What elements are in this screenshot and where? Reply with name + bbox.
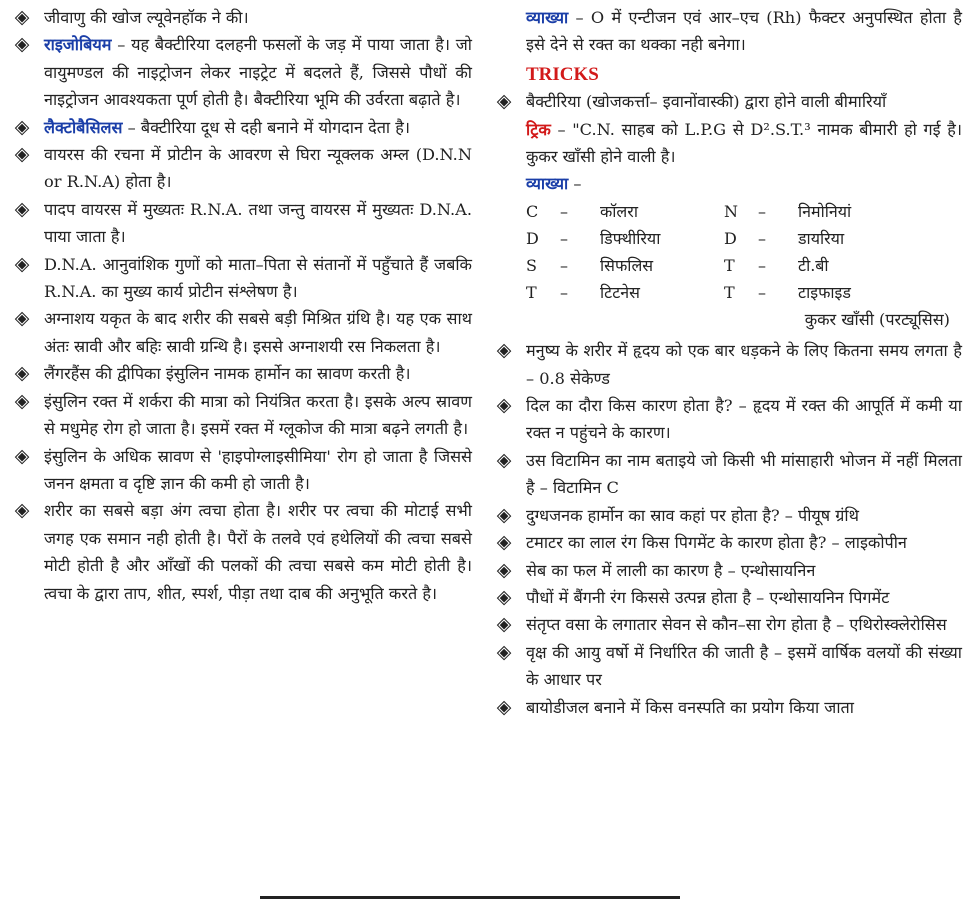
diamond-bullet-icon: ◈: [496, 558, 512, 581]
diamond-bullet-icon: ◈: [14, 197, 30, 220]
diamond-bullet-icon: ◈: [14, 115, 30, 138]
diamond-bullet-icon: ◈: [496, 448, 512, 471]
diamond-bullet-icon: ◈: [496, 503, 512, 526]
list-item: ◈ टमाटर का लाल रंग किस पिगमेंट के कारण होता है? – लाइकोपीन: [492, 529, 962, 556]
table-row: D – डिफ्थीरिया D – डायरिया: [526, 228, 845, 248]
list-item: ◈ इंसुलिन के अधिक स्रावण से 'हाइपोग्लाइसीमिया' रोग हो जाता है जिससे जनन क्षमता व दृष्टि ज्ञान की कमी हो जाती है।: [10, 443, 472, 498]
diamond-bullet-icon: ◈: [14, 362, 30, 385]
list-item: ◈ संतृप्त वसा के लगातार सेवन से कौन–सा रोग होता है – एथिरोस्क्लेरोसिस: [492, 611, 962, 638]
tricks-heading: TRICKS: [526, 63, 599, 85]
diamond-bullet-icon: ◈: [496, 339, 512, 362]
term-rhizobium: राइजोबियम: [44, 35, 112, 55]
term-lactobacillus: लैक्टोबैसिलस: [44, 117, 123, 137]
trick-label: ट्रिक: [526, 119, 551, 139]
trick-block: ट्रिक – "C.N. साहब को L.P.G से D².S.T.³ नामक बीमारी हो गई है। कुकर खाँसी होने वाली है।: [526, 119, 963, 167]
diamond-bullet-icon: ◈: [496, 640, 512, 663]
diamond-bullet-icon: ◈: [496, 90, 512, 113]
disease-table: [526, 198, 851, 306]
list-item: ◈ अग्नाशय यकृत के बाद शरीर की सबसे बड़ी मिश्रित ग्रंथि है। यह एक साथ अंतः स्रावी और बहिः स्रावी ग्रन्थि है। इससे अग्नाशयी रस निकलता है।: [10, 305, 472, 360]
diamond-bullet-icon: ◈: [496, 394, 512, 417]
diamond-bullet-icon: ◈: [14, 252, 30, 275]
diamond-bullet-icon: ◈: [14, 389, 30, 412]
table-row: T – टिटनेस T – टाइफाइड: [526, 282, 851, 302]
list-item: ◈ सेब का फल में लाली का कारण है – एन्थोसायनिन: [492, 557, 962, 584]
diamond-bullet-icon: ◈: [14, 307, 30, 330]
diamond-bullet-icon: ◈: [496, 531, 512, 554]
list-item: ◈ पौधों में बैंगनी रंग किससे उत्पन्न होता है – एन्थोसायनिन पिगमेंट: [492, 584, 962, 611]
page-bottom-rule: [260, 896, 680, 899]
diamond-bullet-icon: ◈: [496, 613, 512, 636]
list-item: ◈ वृक्ष की आयु वर्षो में निर्धारित की जाती है – इसमें वार्षिक वलयों की संख्या के आधार पर: [492, 639, 962, 694]
explanation-label: व्याख्या: [526, 8, 569, 27]
list-item: ◈ लैक्टोबैसिलस – बैक्टीरिया दूध से दही बनाने में योगदान देता है।: [10, 114, 472, 141]
list-item: ◈ राइजोबियम – यह बैक्टीरिया दलहनी फसलों के जड़ में पाया जाता है। जो वायुमण्डल की नाइट्रोजन लेकर नाइट्रेट में बदलते हैं, जिससे पौधों की नाइट्रोजन आवश्यकता पूर्ण होती है। बैक्टीरिया भूमि की उर्वरता बढ़ाते है।: [10, 31, 472, 113]
explanation-label-2: व्याख्या: [526, 174, 569, 194]
explanation-2: व्याख्या –: [526, 174, 582, 194]
list-item: ◈ शरीर का सबसे बड़ा अंग त्वचा होता है। शरीर पर त्वचा की मोटाई सभी जगह एक समान नही होती है। पैरों के तलवे एवं हथेलियों की त्वचा सबसे मोटी होती है और आँखों की पलकों की त्वचा सबसे कम मोटी होती है। त्वचा के द्वारा ताप, शीत, स्पर्श, पीड़ा तथा दाब की अनुभूति करते है।: [10, 497, 472, 607]
diamond-bullet-icon: ◈: [14, 33, 30, 56]
diamond-bullet-icon: ◈: [14, 499, 30, 522]
list-item: ◈ पादप वायरस में मुख्यतः R.N.A. तथा जन्तु वायरस में मुख्यतः D.N.A. पाया जाता है।: [10, 196, 472, 251]
list-item: ◈ इंसुलिन रक्त में शर्करा की मात्रा को नियंत्रित करता है। इसके अल्प स्रावण से मधुमेह रोग हो जाता है। इसमें रक्त में ग्लूकोज की मात्रा बढ़ने लगती है।: [10, 388, 472, 443]
diamond-bullet-icon: ◈: [14, 6, 30, 28]
right-column: [492, 4, 962, 721]
diamond-bullet-icon: ◈: [14, 143, 30, 166]
list-item: ◈ बैक्टीरिया (खोजकर्त्ता– इवानोंवास्की) द्वारा होने वाली बीमारियाँ: [492, 88, 962, 115]
table-row: S – सिफलिस T – टी.बी: [526, 255, 829, 275]
diamond-bullet-icon: ◈: [496, 585, 512, 608]
left-column: [10, 4, 472, 607]
list-item: ◈ दिल का दौरा किस कारण होता है? – हृदय में रक्त की आपूर्ति में कमी या रक्त न पहुंचने के कारण।: [492, 392, 962, 447]
list-item: ◈ मनुष्य के शरीर में हृदय को एक बार धड़कने के लिए कितना समय लगता है – 0.8 सेकेण्ड: [492, 337, 962, 392]
list-item: ◈ बायोडीजल बनाने में किस वनस्पति का प्रयोग किया जाता: [492, 694, 962, 721]
diamond-bullet-icon: ◈: [496, 695, 512, 718]
list-item: ◈ दुग्धजनक हार्मोन का स्राव कहां पर होता है? – पीयूष ग्रंथि: [492, 502, 962, 529]
list-item: ◈ D.N.A. आनुवांशिक गुणों को माता–पिता से संतानों में पहुँचाते हैं जबकि R.N.A. का मुख्य कार्य प्रोटीन संश्लेषण है।: [10, 251, 472, 306]
table-row: C – कॉलरा N – निमोनियां: [526, 201, 852, 221]
whooping-cough-line: कुकर खाँसी (परट्यूसिस): [804, 309, 950, 329]
explanation-block: व्याख्या – O में एन्टीजन एवं आर–एच (Rh) फैक्टर अनुपस्थित होता है इसे देने से रक्त का थक्का नही बनेगा।: [526, 8, 962, 55]
list-item: ◈ वायरस की रचना में प्रोटीन के आवरण से घिरा न्यूक्लक अम्ल (D.N.N or R.N.A) होता है।: [10, 141, 472, 196]
list-item: ◈ उस विटामिन का नाम बताइये जो किसी भी मांसाहारी भोजन में नहीं मिलता है – विटामिन C: [492, 447, 962, 502]
list-item: ◈ लैंगरहैंस की द्वीपिका इंसुलिन नामक हार्मोन का स्रावण करती है।: [10, 360, 472, 387]
list-item: ◈ जीवाणु की खोज ल्यूवेनहॉक ने की।: [10, 4, 472, 31]
diamond-bullet-icon: ◈: [14, 444, 30, 467]
